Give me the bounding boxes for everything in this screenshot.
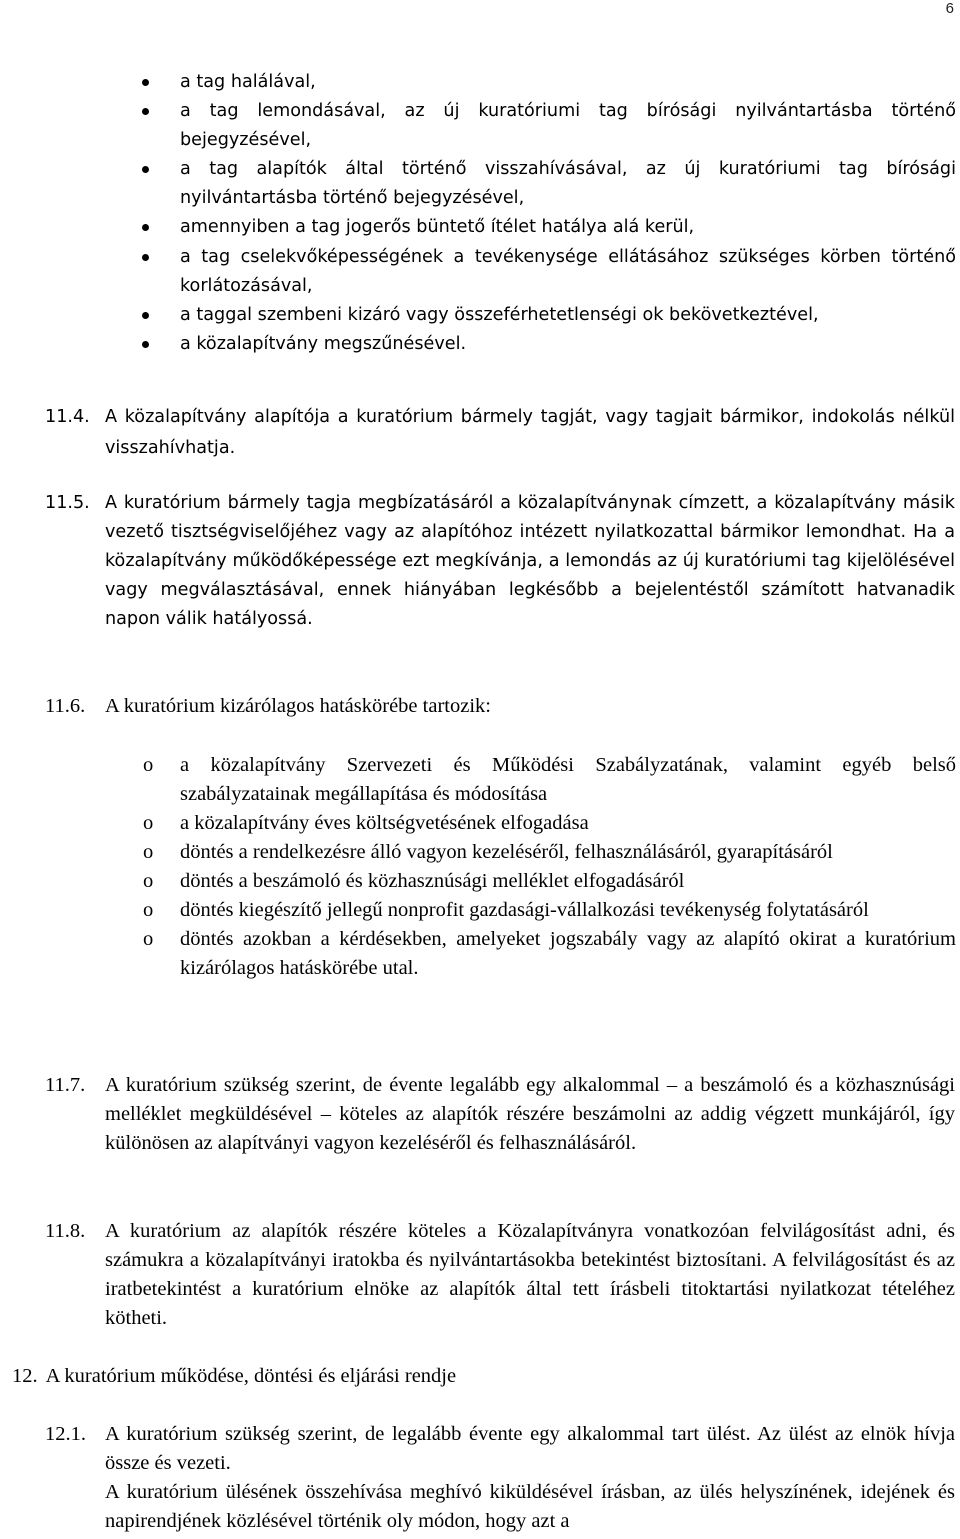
list-marker: o	[143, 812, 154, 834]
list-marker: o	[143, 754, 154, 776]
bullet-item: a tag cselekvőképességének a tevékenysége ellátásához szükséges körben történő korlátozásával,	[180, 243, 956, 301]
list-item-text: döntés a rendelkezésre álló vagyon kezeléséről, felhasználásáról, gyarapításáról	[180, 841, 833, 863]
paragraph-11-4	[45, 402, 955, 464]
paragraph-11-8	[45, 1217, 955, 1333]
paragraph-text: A közalapítvány alapítója a kuratórium bármely tagját, vagy tagjait bármikor, indokolás nélkül visszahívhatja.	[105, 407, 955, 458]
paragraph-number: 11.4.	[45, 407, 90, 427]
list-item-text: a közalapítvány Szervezeti és Működési Szabályzatának, valamint egyéb belső szabályzatainak megállapítása és módosítása	[180, 754, 956, 805]
list-item-text: döntés kiegészítő jellegű nonprofit gazdasági-vállalkozási tevékenység folytatásáról	[180, 899, 869, 921]
paragraph-number: 11.8.	[45, 1220, 86, 1242]
termination-bullet-list	[180, 68, 956, 359]
list-marker: o	[143, 928, 154, 950]
paragraph-11-5	[45, 489, 955, 634]
paragraph-text: A kuratórium kizárólagos hatáskörébe tartozik:	[105, 695, 491, 717]
paragraph-11-7	[45, 1071, 955, 1158]
paragraph-number: 11.7.	[45, 1074, 86, 1096]
section-heading	[12, 1362, 456, 1391]
section-title: A kuratórium működése, döntési és eljárási rendje	[45, 1365, 457, 1387]
paragraph-12-1	[45, 1420, 955, 1478]
list-marker: o	[143, 870, 154, 892]
bullet-item: a taggal szembeni kizáró vagy összeférhetetlenségi ok bekövetkeztével,	[180, 301, 956, 330]
paragraph-12-1-continued	[105, 1478, 955, 1536]
list-marker: o	[143, 841, 154, 863]
paragraph-11-6	[45, 692, 955, 721]
list-item	[143, 809, 956, 838]
list-item-text: döntés a beszámoló és közhasznúsági melléklet elfogadásáról	[180, 870, 685, 892]
list-item	[143, 925, 956, 983]
list-item	[143, 751, 956, 809]
bullet-item: a tag lemondásával, az új kuratóriumi tag bírósági nyilvántartásba történő bejegyzésével,	[180, 97, 956, 155]
paragraph-text: A kuratórium szükség szerint, de évente legalább egy alkalommal – a beszámoló és a közhasznúsági melléklet megküldésével – köteles az alapítók részére beszámolni az addig végzett munkájáról, így különösen az alapítványi vagyon kezeléséről és felhasználásáról.	[105, 1074, 955, 1154]
paragraph-text: A kuratórium az alapítók részére köteles a Közalapítványra vonatkozóan felvilágosítást adni, és számukra a közalapítványi iratokba és nyilvántartásokba betekintést biztosítani. A felvilágosítást és az iratbetekintést a kuratórium elnöke az alapítók által tett írásbeli titoktartási nyilatkozat tételéhez kötheti.	[105, 1220, 955, 1329]
paragraph-number: 11.5.	[45, 493, 90, 513]
paragraph-text: A kuratórium szükség szerint, de legalább évente egy alkalommal tart ülést. Az ülést az elnök hívja össze és vezeti.	[105, 1423, 955, 1474]
list-item	[143, 896, 956, 925]
paragraph-text: A kuratórium bármely tagja megbízatásáról a közalapítványnak címzett, a közalapítvány másik vezető tisztségviselőjéhez vagy az alapítóhoz intézett nyilatkozattal bármikor lemondhat. Ha a közalapítvány működőképessége ezt megkívánja, a lemondás az új kuratóriumi tag kijelölésével vagy megválasztásával, ennek hiányában legkésőbb a bejelentéstől számított hatvanadik napon válik hatályossá.	[105, 493, 955, 629]
list-marker: o	[143, 899, 154, 921]
bullet-item: a tag alapítók által történő visszahívásával, az új kuratóriumi tag bírósági nyilvántartásba történő bejegyzésével,	[180, 155, 956, 213]
bullet-item: a tag halálával,	[180, 68, 956, 97]
bullet-item: a közalapítvány megszűnésével.	[180, 330, 956, 359]
paragraph-text: A kuratórium ülésének összehívása meghívó kiküldésével írásban, az ülés helyszínének, idejének és napirendjének közlésével történik oly módon, hogy azt a	[105, 1481, 955, 1532]
exclusive-powers-list	[143, 751, 956, 983]
section-number: 12.	[12, 1365, 38, 1387]
paragraph-number: 11.6.	[45, 695, 86, 717]
list-item-text: döntés azokban a kérdésekben, amelyeket jogszabály vagy az alapító okirat a kuratórium kizárólagos hatáskörébe utal.	[180, 928, 956, 979]
list-item-text: a közalapítvány éves költségvetésének elfogadása	[180, 812, 589, 834]
paragraph-number: 12.1.	[45, 1423, 86, 1445]
bullet-item: amennyiben a tag jogerős büntető ítélet hatálya alá kerül,	[180, 213, 956, 242]
page-number: 6	[945, 0, 954, 17]
list-item	[143, 838, 956, 867]
list-item	[143, 867, 956, 896]
